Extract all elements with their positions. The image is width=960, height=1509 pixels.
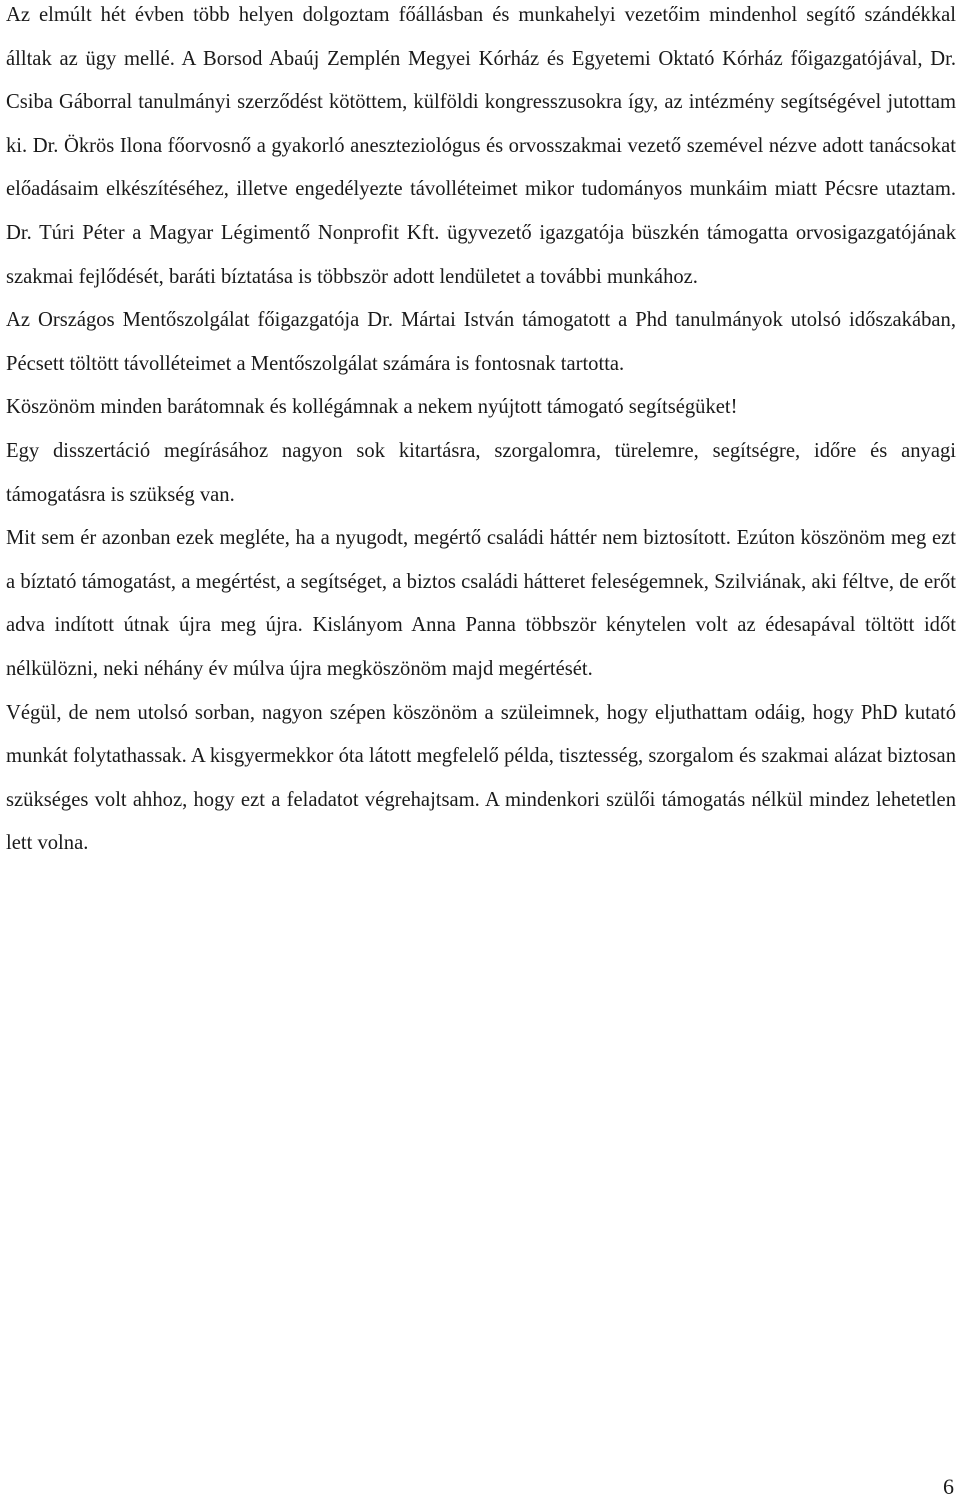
paragraph-parents: Végül, de nem utolsó sorban, nagyon szépen köszönöm a szüleimnek, hogy eljuthattam odáig, hogy PhD kutató munkát folytathassak. A kisgyermekkor óta látott megfelelő példa, tisztesség, szorgalom és szakmai alázat biztosan szükséges volt ahhoz, hogy ezt a feladatot végrehajtsam. A mindenkori szülői támogatás nélkül mindez lehetetlen lett volna. [6,701,956,855]
paragraph-family: Mit sem ér azonban ezek megléte, ha a nyugodt, megértő családi háttér nem biztosított. Ezúton köszönöm meg ezt a bíztató támogatást, a megértést, a segítséget, a biztos családi hátteret feleségemnek, Szilviának, aki féltve, de erőt adva indított útnak újra meg újra. Kislányom Anna Panna többször kénytelen volt az édesapával töltött időt nélkülözni, neki néhány év múlva újra megköszönöm majd megértését. [6,527,956,680]
paragraph-friends-colleagues: Köszönöm minden barátomnak és kollégámnak a nekem nyújtott támogató segítségüket! [6,396,738,419]
paragraph-dissertation-needs: Egy disszertáció megírásához nagyon sok kitartásra, szorgalomra, türelemre, segítségre, időre és anyagi támogatásra is szükség van. [6,439,956,506]
paragraph-workplace-support: Az elmúlt hét évben több helyen dolgoztam főállásban és munkahelyi vezetőim mindenhol segítő szándékkal álltak az ügy mellé. A Borsod Abaúj Zemplén Megyei Kórház és Egyetemi Oktató Kórház főigazgatójával, Dr. Csiba Gáborral tanulmányi szerződést kötöttem, külföldi kongresszusokra így, az intézmény segítségével jutottam ki. Dr. Ökrös Ilona főorvosnő a gyakorló aneszteziológus és orvosszakmai vezető szemével nézve adott tanácsokat előadásaim elkészítéséhez, illetve engedélyezte távolléteimet mikor tudományos munkáim miatt Pécsre utaztam. Dr. Túri Péter a Magyar Légimentő Nonprofit Kft. ügyvezető igazgatója büszkén támogatta orvosigazgatójának szakmai fejlődését, baráti bíztatása is többször adott lendületet a további munkához. [6,4,956,288]
paragraph-ambulance-service: Az Országos Mentőszolgálat főigazgatója Dr. Mártai István támogatott a Phd tanulmányok utolsó időszakában, Pécsett töltött távolléteimet a Mentőszolgálat számára is fontosnak tartotta. [6,309,956,375]
page-number: 6 [943,1474,954,1499]
acknowledgements-text [6,0,956,866]
